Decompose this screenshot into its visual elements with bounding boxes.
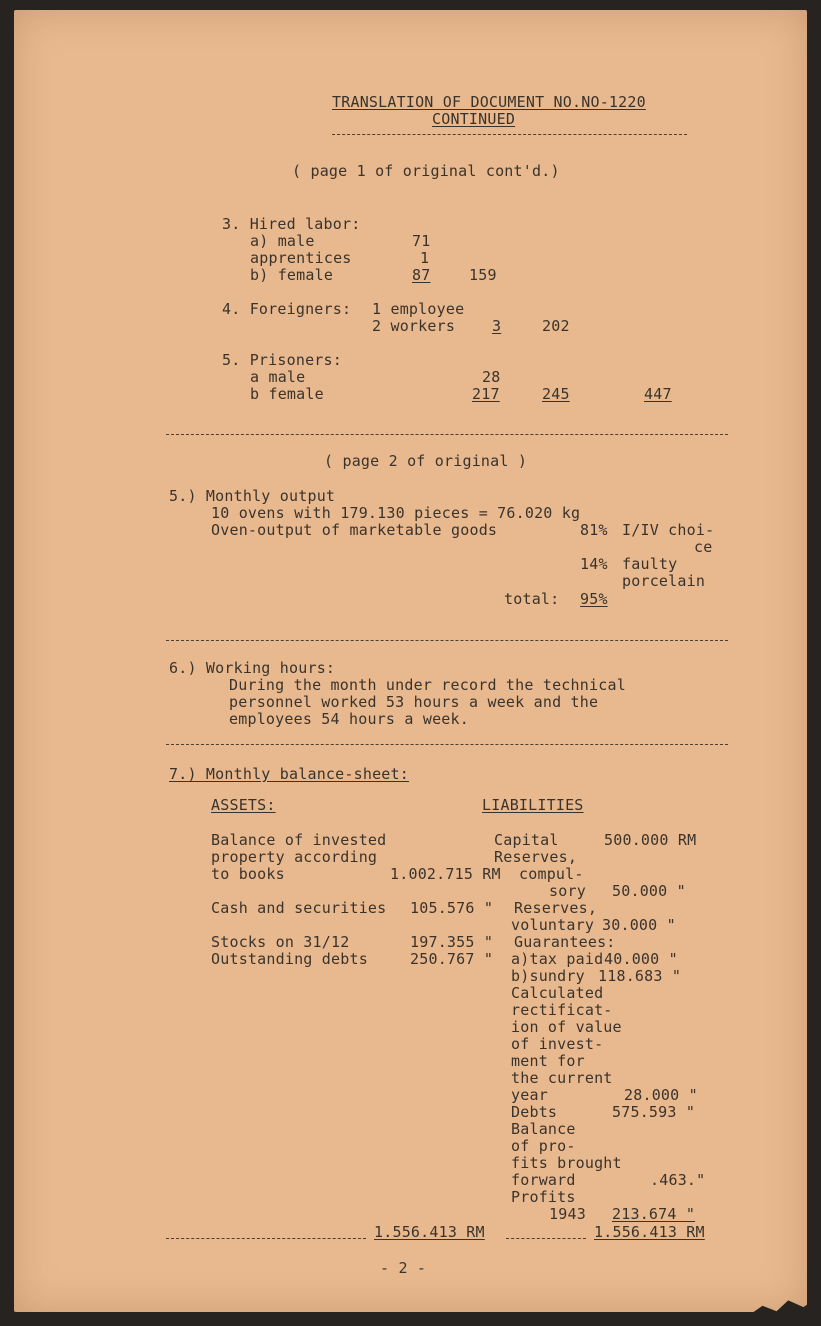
liab-profits-value: 213.674 " bbox=[612, 1205, 696, 1223]
liab-year-value: 28.000 " bbox=[624, 1086, 698, 1104]
output-line-1: 10 ovens with 179.130 pieces = 76.020 kg bbox=[211, 504, 581, 522]
liab-reserves-2: Reserves, bbox=[514, 899, 598, 917]
liab-guarantees: Guarantees: bbox=[514, 933, 616, 951]
foreigners-heading: 4. Foreigners: bbox=[222, 300, 352, 318]
liab-voluntary: voluntary bbox=[511, 916, 595, 934]
foreigners-subtotal: 3 bbox=[492, 317, 502, 335]
hours-heading: 6.) Working hours: bbox=[169, 659, 336, 677]
liab-capital-value: 500.000 RM bbox=[604, 831, 697, 849]
liab-sundry-value: 118.683 " bbox=[598, 967, 682, 985]
hours-line-2: personnel worked 53 hours a week and the bbox=[229, 693, 599, 711]
asset-invested-value: 1.002.715 RM bbox=[390, 865, 501, 883]
liab-sory: sory bbox=[549, 882, 586, 900]
foreigners-workers: 2 workers bbox=[372, 317, 456, 335]
liabilities-total: 1.556.413 RM bbox=[594, 1223, 705, 1241]
liab-calc-6: the current bbox=[511, 1069, 613, 1087]
prisoners-total: 447 bbox=[644, 385, 672, 403]
hired-apprentices-label: apprentices bbox=[250, 249, 352, 267]
liab-tax-paid-value: 40.000 " bbox=[604, 950, 678, 968]
liab-capital: Capital bbox=[494, 831, 559, 849]
hours-line-1: During the month under record the technical bbox=[229, 676, 626, 694]
liab-tax-paid: a)tax paid bbox=[511, 950, 604, 968]
hired-female-value: 87 bbox=[412, 266, 431, 284]
asset-invested-line-3: to books bbox=[211, 865, 285, 883]
header-divider bbox=[332, 134, 687, 135]
assets-total: 1.556.413 RM bbox=[374, 1223, 485, 1241]
liab-sory-value: 50.000 " bbox=[612, 882, 686, 900]
output-faulty: faulty bbox=[622, 555, 678, 573]
liab-forward: forward bbox=[511, 1171, 576, 1189]
section-divider-3 bbox=[166, 744, 728, 745]
hired-female-label: b) female bbox=[250, 266, 334, 284]
section-divider-2 bbox=[166, 640, 728, 641]
liab-calc-4: of invest- bbox=[511, 1035, 604, 1053]
liab-voluntary-value: 30.000 " bbox=[602, 916, 676, 934]
asset-invested-line-2: property according bbox=[211, 848, 378, 866]
liab-forward-value: .463." bbox=[650, 1171, 706, 1189]
output-pct-1: 81% bbox=[580, 521, 608, 539]
liab-calc-3: ion of value bbox=[511, 1018, 622, 1036]
liab-profits-year: 1943 bbox=[549, 1205, 586, 1223]
output-choice-2: ce bbox=[694, 538, 713, 556]
asset-stocks-label: Stocks on 31/12 bbox=[211, 933, 350, 951]
hired-apprentices-value: 1 bbox=[420, 249, 430, 267]
liabilities-header: LIABILITIES bbox=[482, 796, 584, 814]
hired-male-label: a) male bbox=[250, 232, 315, 250]
liab-debts: Debts bbox=[511, 1103, 558, 1121]
output-line-2: Oven-output of marketable goods bbox=[211, 521, 498, 539]
torn-corner bbox=[704, 1295, 821, 1322]
hours-line-3: employees 54 hours a week. bbox=[229, 710, 469, 728]
page-note-1: ( page 1 of original cont'd.) bbox=[292, 162, 560, 180]
output-choice: I/IV choi- bbox=[622, 521, 715, 539]
foreigners-employee: 1 employee bbox=[372, 300, 465, 318]
asset-debts-label: Outstanding debts bbox=[211, 950, 368, 968]
output-total: 95% bbox=[580, 590, 608, 608]
output-heading: 5.) Monthly output bbox=[169, 487, 336, 505]
section-divider-1 bbox=[166, 434, 728, 435]
liab-calc-2: rectificat- bbox=[511, 1001, 613, 1019]
liab-balance-2: of pro- bbox=[511, 1137, 576, 1155]
liab-calc-1: Calculated bbox=[511, 984, 604, 1002]
prisoners-female-label: b female bbox=[250, 385, 324, 403]
liab-sundry: b)sundry bbox=[511, 967, 585, 985]
liab-balance-3: fits brought bbox=[511, 1154, 622, 1172]
asset-stocks-value: 197.355 " bbox=[410, 933, 494, 951]
asset-debts-value: 250.767 " bbox=[410, 950, 494, 968]
document-page bbox=[14, 10, 807, 1312]
asset-invested-line-1: Balance of invested bbox=[211, 831, 387, 849]
asset-cash-value: 105.576 " bbox=[410, 899, 494, 917]
hired-male-value: 71 bbox=[412, 232, 431, 250]
document-title: TRANSLATION OF DOCUMENT NO.NO-1220 bbox=[332, 93, 646, 111]
document-subtitle: CONTINUED bbox=[432, 110, 516, 128]
prisoners-subtotal: 245 bbox=[542, 385, 570, 403]
page-number: - 2 - bbox=[380, 1259, 427, 1277]
liab-balance-1: Balance bbox=[511, 1120, 576, 1138]
prisoners-female-value: 217 bbox=[472, 385, 500, 403]
liab-calc-5: ment for bbox=[511, 1052, 585, 1070]
assets-header: ASSETS: bbox=[211, 796, 276, 814]
foreigners-total: 202 bbox=[542, 317, 570, 335]
hired-total: 159 bbox=[469, 266, 497, 284]
asset-cash-label: Cash and securities bbox=[211, 899, 387, 917]
liab-reserves-1: Reserves, bbox=[494, 848, 578, 866]
liab-debts-value: 575.593 " bbox=[612, 1103, 696, 1121]
liab-compul: compul- bbox=[519, 865, 584, 883]
liab-year: year bbox=[511, 1086, 548, 1104]
output-pct-2: 14% bbox=[580, 555, 608, 573]
output-faulty-2: porcelain bbox=[622, 572, 706, 590]
hired-labor-heading: 3. Hired labor: bbox=[222, 215, 361, 233]
prisoners-heading: 5. Prisoners: bbox=[222, 351, 342, 369]
page-note-2: ( page 2 of original ) bbox=[324, 452, 528, 470]
prisoners-male-label: a male bbox=[250, 368, 306, 386]
totals-dash-left bbox=[166, 1238, 366, 1239]
balance-heading: 7.) Monthly balance-sheet: bbox=[169, 765, 409, 783]
liab-profits: Profits bbox=[511, 1188, 576, 1206]
totals-dash-mid bbox=[506, 1238, 586, 1239]
prisoners-male-value: 28 bbox=[482, 368, 501, 386]
output-total-label: total: bbox=[504, 590, 560, 608]
